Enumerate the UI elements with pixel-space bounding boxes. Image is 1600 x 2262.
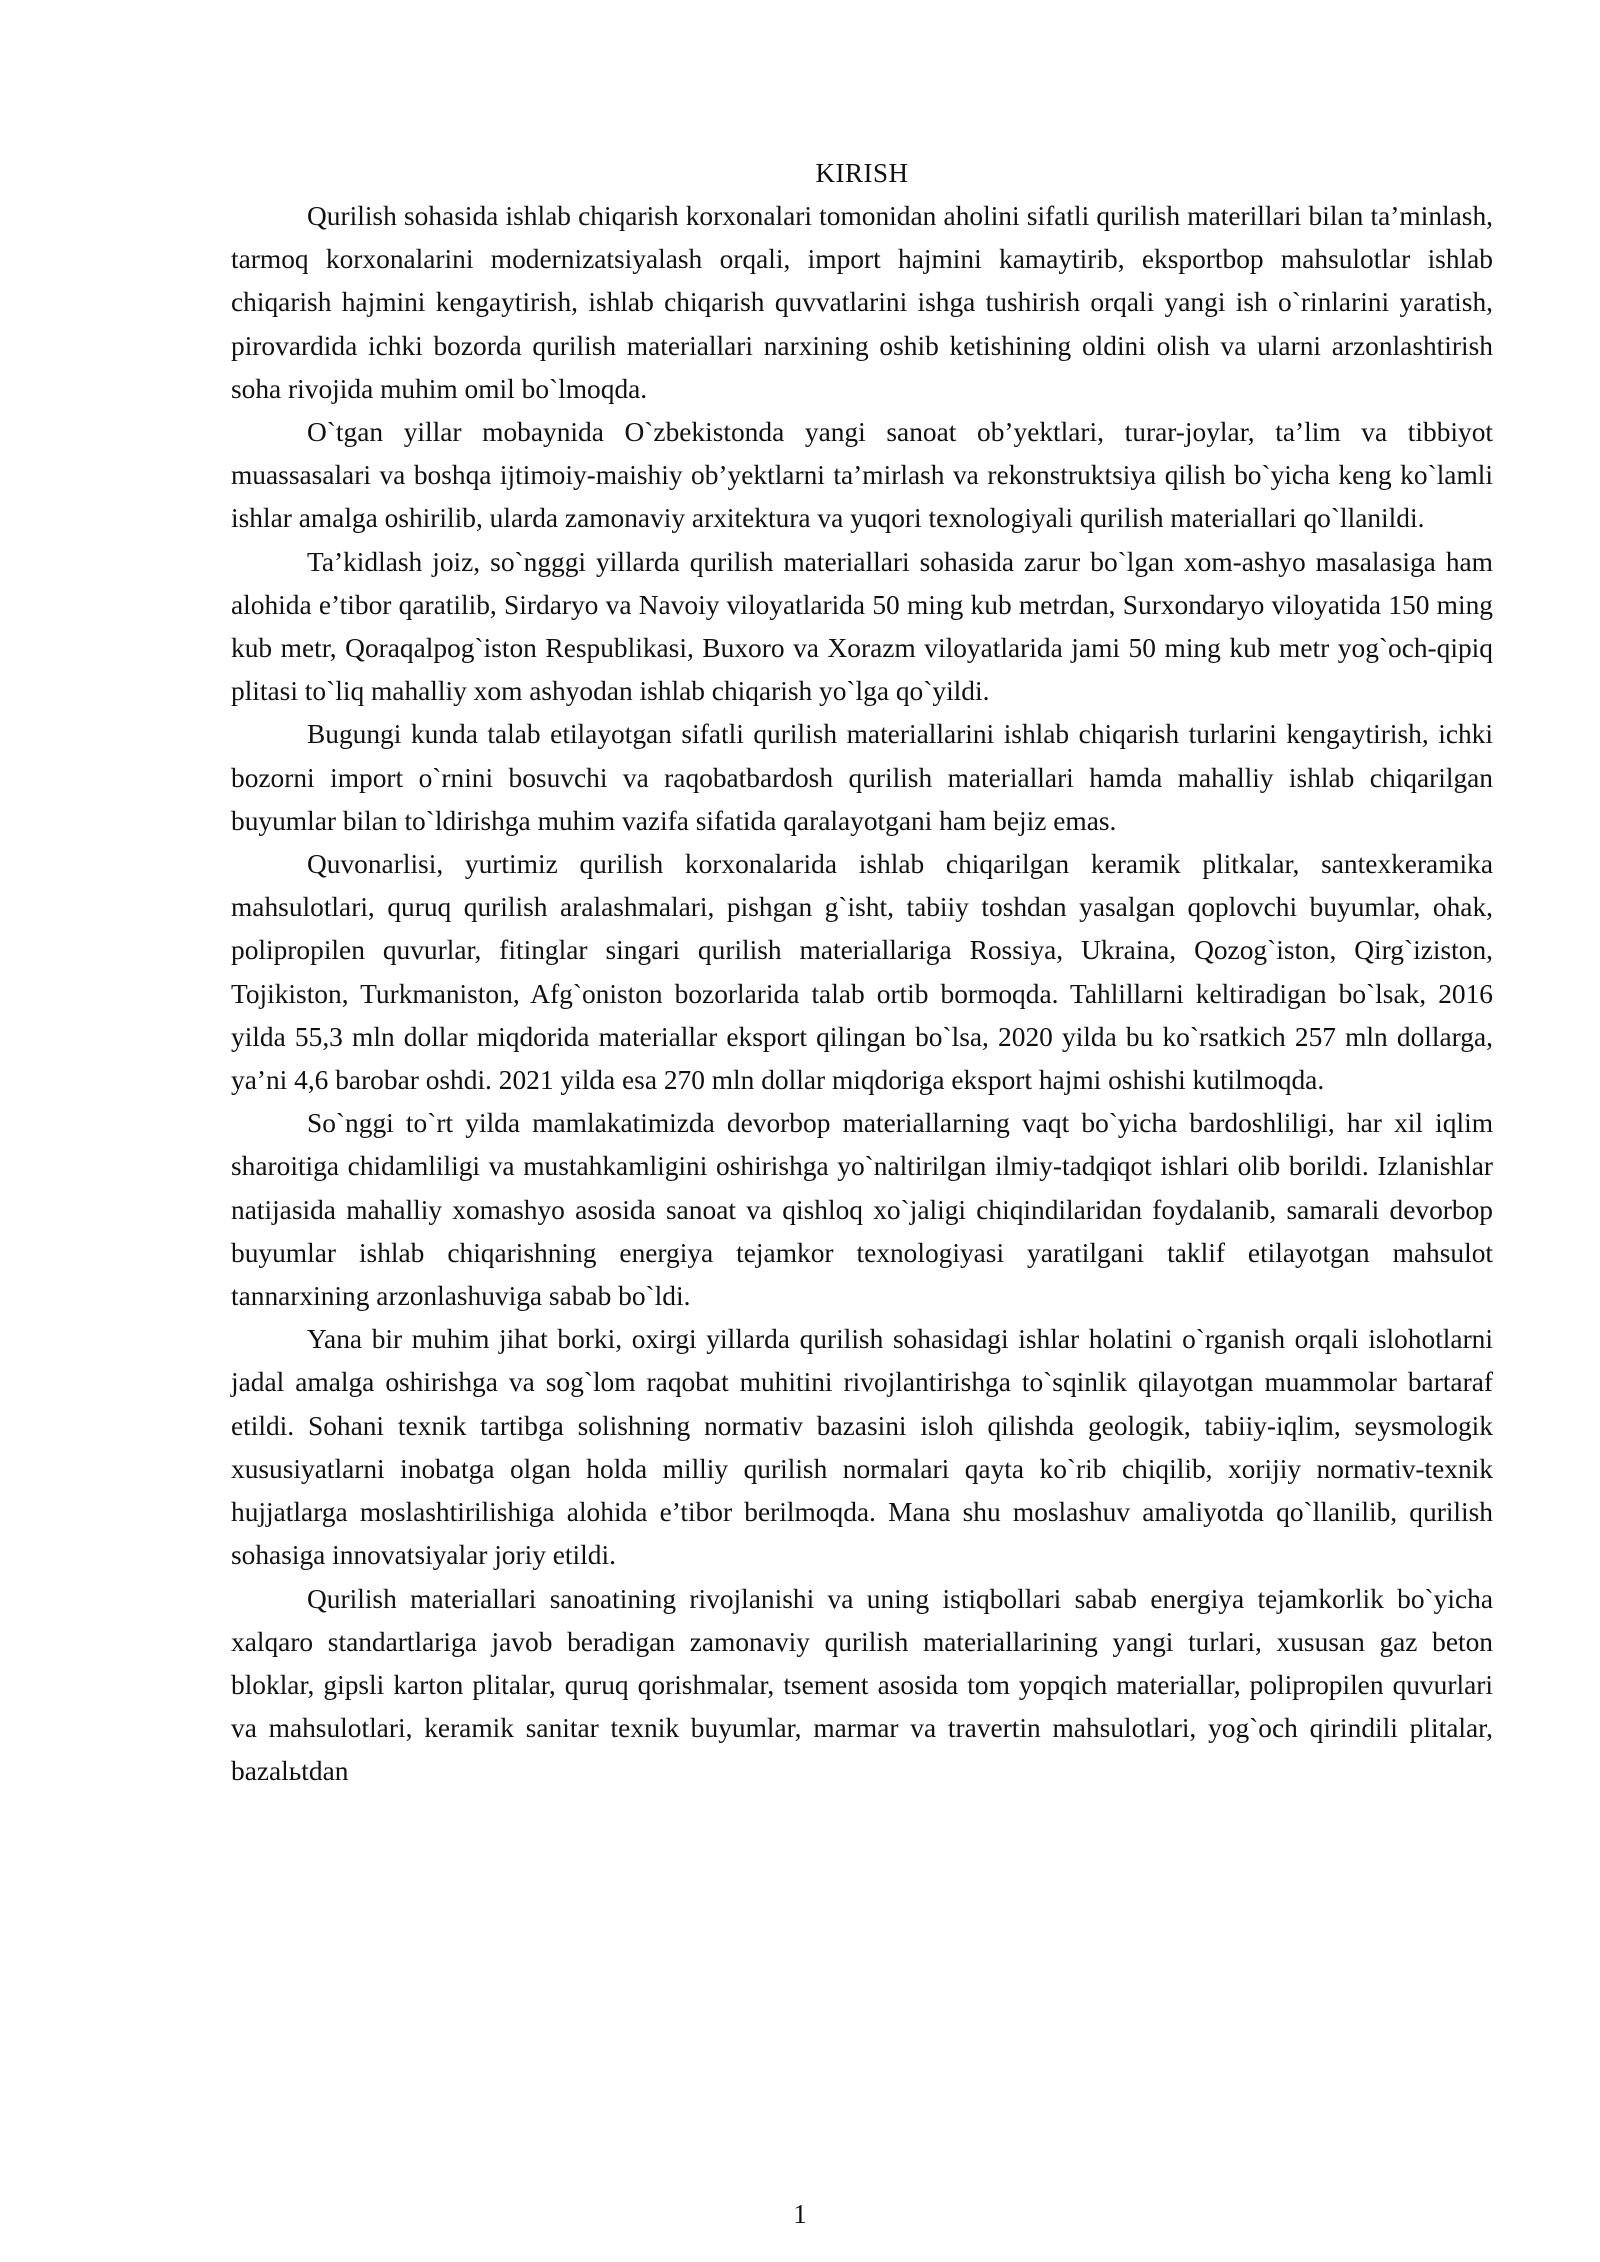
page-number: 1 bbox=[793, 2199, 807, 2229]
paragraph-5: Quvonarlisi, yurtimiz qurilish korxonalarida ishlab chiqarilgan keramik plitkalar, santexkeramika mahsulotlari, quruq qurilish aralashmalari, pishgan g`isht, tabiiy toshdan yasalgan qoplovchi buyumlar, ohak, polipropilen quvurlar, fitinglar singari qurilish materiallariga Rossiya, Ukraina, Qozog`iston, Qirg`iziston, Tojikiston, Turkmaniston, Afg`oniston bozorlarida talab ortib bormoqda. Tahlillarni keltiradigan bo`lsak, 2016 yilda 55,3 mln dollar miqdorida materiallar eksport qilingan bo`lsa, 2020 yilda bu ko`rsatkich 257 mln dollarga, ya’ni 4,6 barobar oshdi. 2021 yilda esa 270 mln dollar miqdoriga eksport hajmi oshishi kutilmoqda. bbox=[231, 849, 1493, 1096]
paragraph-8: Qurilish materiallari sanoatining rivojlanishi va uning istiqbollari sabab energiya tejamkorlik bo`yicha xalqaro standartlariga javob beradigan zamonaviy qurilish materiallarining yangi turlari, xususan gaz beton bloklar, gipsli karton plitalar, quruq qorishmalar, tsement asosida tom yopqich materiallar, polipropilen quvurlari va mahsulotlari, keramik sanitar texnik buyumlar, marmar va travertin mahsulotlari, yog`och qirindili plitalar, bazalьtdan bbox=[231, 1583, 1493, 1787]
paragraph-3: Ta’kidlash joiz, so`ngggi yillarda qurilish materiallari sohasida zarur bo`lgan xom-ashyo masalasiga ham alohida e’tibor qaratilib, Sirdaryo va Navoiy viloyatlarida 50 ming kub metrdan, Surxondaryo viloyatida 150 ming kub metr, Qoraqalpog`iston Respublikasi, Buxoro va Xorazm viloyatlarida jami 50 ming kub metr yog`och-qipiq plitasi to`liq mahalliy xom ashyodan ishlab chiqarish yo`lga qo`yildi. bbox=[231, 546, 1493, 707]
section-title: KIRISH bbox=[815, 158, 909, 188]
document-body bbox=[231, 152, 1493, 1794]
paragraph-7: Yana bir muhim jihat borki, oxirgi yillarda qurilish sohasidagi ishlar holatini o`rganish orqali islohotlarni jadal amalga oshirishga va sog`lom raqobat muhitini rivojlantirishga to`sqinlik qilayotgan muammolar bartaraf etildi. Sohani texnik tartibga solishning normativ bazasini isloh qilishda geologik, tabiiy-iqlim, seysmologik xususiyatlarni inobatga olgan holda milliy qurilish normalari qayta ko`rib chiqilib, xorijiy normativ-texnik hujjatlarga moslashtirilishiga alohida e’tibor berilmoqda. Mana shu moslashuv amaliyotda qo`llanilib, qurilish sohasiga innovatsiyalar joriy etildi. bbox=[231, 1324, 1493, 1571]
paragraph-4: Bugungi kunda talab etilayotgan sifatli qurilish materiallarini ishlab chiqarish turlarini kengaytirish, ichki bozorni import o`rnini bosuvchi va raqobatbardosh qurilish materiallari hamda mahalliy ishlab chiqarilgan buyumlar bilan to`ldirishga muhim vazifa sifatida qaralayotgani ham bejiz emas. bbox=[231, 719, 1493, 836]
paragraph-6: So`nggi to`rt yilda mamlakatimizda devorbop materiallarning vaqt bo`yicha bardoshliligi, har xil iqlim sharoitiga chidamliligi va mustahkamligini oshirishga yo`naltirilgan ilmiy-tadqiqot ishlari olib borildi. Izlanishlar natijasida mahalliy xomashyo asosida sanoat va qishloq xo`jaligi chiqindilaridan foydalanib, samarali devorbop buyumlar ishlab chiqarishning energiya tejamkor texnologiyasi yaratilgani taklif etilayotgan mahsulot tannarxining arzonlashuviga sabab bo`ldi. bbox=[231, 1108, 1493, 1312]
paragraph-1: Qurilish sohasida ishlab chiqarish korxonalari tomonidan aholini sifatli qurilish materillari bilan ta’minlash, tarmoq korxonalarini modernizatsiyalash orqali, import hajmini kamaytirib, eksportbop mahsulotlar ishlab chiqarish hajmini kengaytirish, ishlab chiqarish quvvatlarini ishga tushirish orqali yangi ish o`rinlarini yaratish, pirovardida ichki bozorda qurilish materiallari narxining oshib ketishining oldini olish va ularni arzonlashtirish soha rivojida muhim omil bo`lmoqda. bbox=[231, 201, 1493, 404]
paragraph-2: O`tgan yillar mobaynida O`zbekistonda yangi sanoat ob’yektlari, turar-joylar, ta’lim va tibbiyot muassasalari va boshqa ijtimoiy-maishiy ob’yektlarni ta’mirlash va rekonstruktsiya qilish bo`yicha keng ko`lamli ishlar amalga oshirilib, ularda zamonaviy arxitektura va yuqori texnologiyali qurilish materiallari qo`llanildi. bbox=[231, 417, 1493, 534]
